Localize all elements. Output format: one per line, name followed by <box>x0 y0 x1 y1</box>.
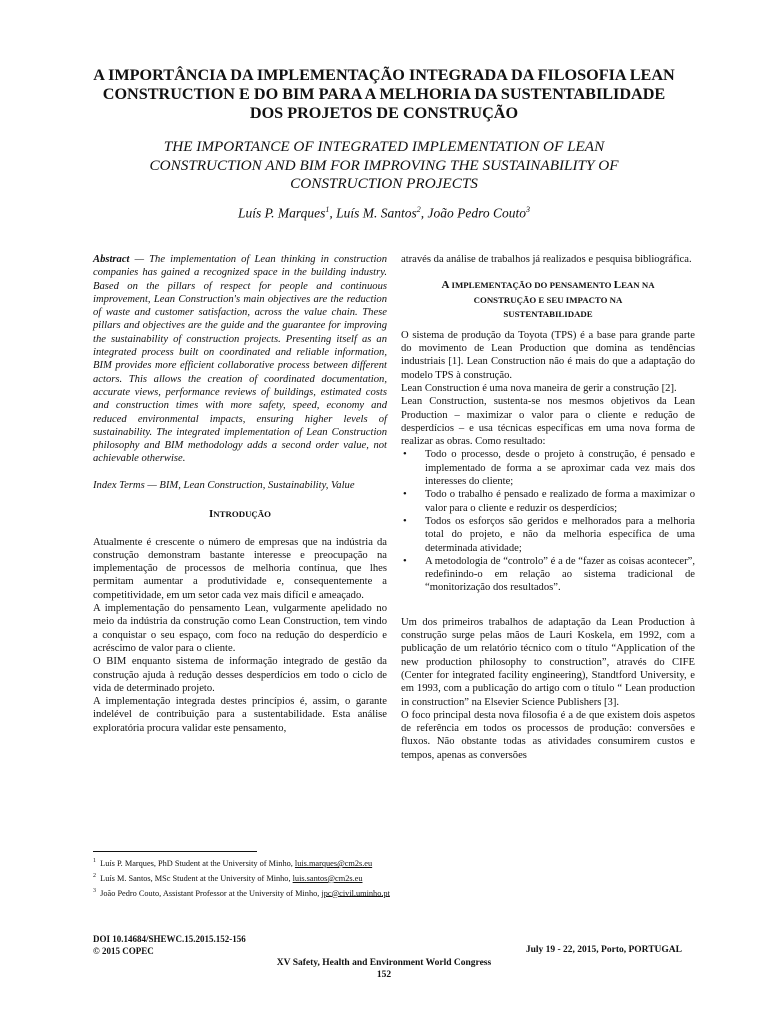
author-name: Luís M. Santos <box>336 205 417 221</box>
intro-paragraph: A implementação do pensamento Lean, vulgarmente apelidado no meio da indústria da construção como Lean Construction, tem vindo a conquistar o seu espaço, com foco na redução do desperdício e acréscimo de valor para o cliente. <box>93 603 387 654</box>
abstract-label: Abstract <box>93 254 130 265</box>
title-en-line: CONSTRUCTION AND BIM FOR IMPROVING THE SUSTAINABILITY OF <box>149 156 619 174</box>
list-item: • Todo o processo, desde o projeto à construção, é pensado e implementado de forma a se aproximar cada vez mais dos interesses do cliente; <box>401 448 695 488</box>
list-item: • A metodologia de “controlo” é a de “fazer as coisas acontecer”, redefinindo-o em relação ao sistema tradicional de “monitorização dos resultados”. <box>401 555 695 595</box>
paper-title-english <box>60 138 708 194</box>
list-item: • Todos os esforços são geridos e melhorados para a melhoria total do projeto, e não da melhoria específica de uma determinada atividade; <box>401 515 695 555</box>
title-line: DOS PROJETOS DE CONSTRUÇÃO <box>249 104 519 122</box>
section-paragraph: O sistema de produção da Toyota (TPS) é a base para grande parte do movimento de Lean Production que domina as tendências industriais [1]. Lean Construction não é mais do que a adaptação do modelo TPS à construção. <box>401 329 695 381</box>
list-item: • Todo o trabalho é pensado e realizado de forma a maximizar o valor para o cliente e reduzir os desperdícios; <box>401 488 695 515</box>
paper-title <box>60 66 708 123</box>
email-link[interactable]: luis.marques@cm2s.eu <box>294 858 373 868</box>
footer-doi-block <box>93 933 246 957</box>
footnote: $^3$ João Pedro Couto, Assistant Professor at the University of Minho, jpc@civil.uminho.pt <box>93 887 390 898</box>
copyright: © 2015 COPEC <box>93 946 154 956</box>
author-mark: 1 <box>325 205 330 214</box>
page-number: 152 <box>376 970 392 980</box>
footnote: $^1$ Luís P. Marques, PhD Student at the University of Minho, luis.marques@cm2s.eu <box>93 858 373 868</box>
author-list: Luís P. Marques$^1$, Luís M. Santos$^2$, João Pedro Couto$^3$ <box>237 205 531 221</box>
intro-heading: INTRODUÇÃO <box>209 508 271 521</box>
index-terms-text: — BIM, Lean Construction, Sustainability, Value <box>147 479 355 491</box>
author-mark: 2 <box>416 205 421 214</box>
result-list <box>401 448 695 594</box>
intro-paragraph: Atualmente é crescente o número de empresas que na indústria da construção demonstram bastante interesse e preocupação na implementação de processos de melhoria contínua, que lhes permitam aumentar a produtividade e, consequentemente a competitividade, em um setor cada vez mais difícil e ameaçado. <box>93 536 387 601</box>
title-line: A IMPORTÂNCIA DA IMPLEMENTAÇÃO INTEGRADA DA FILOSOFIA LEAN <box>93 66 675 84</box>
abstract <box>93 253 387 466</box>
author-name: João Pedro Couto <box>427 205 527 221</box>
intro-paragraph: A implementação integrada destes princípios é, assim, o garante indelével de contribuição para a sustentabilidade. Esta análise exploratória procura validar este pensamento, <box>93 696 387 734</box>
email-link[interactable]: jpc@civil.uminho.pt <box>321 888 390 898</box>
section-paragraph: Lean Construction, sustenta-se nos mesmos objetivos da Lean Production – maximizar o valor para o cliente e redução de desperdícios – e usa técnicas específicas em uma nova forma de realizar as obras. Como resultado: <box>401 396 695 448</box>
left-column <box>93 253 387 735</box>
author-mark: 3 <box>526 205 531 214</box>
footer-date-place: July 19 - 22, 2015, Porto, PORTUGAL <box>525 945 682 955</box>
title-en-line: CONSTRUCTION PROJECTS <box>290 175 478 192</box>
footnotes <box>93 855 390 899</box>
right-column <box>401 253 695 762</box>
title-line: CONSTRUCTION E DO BIM PARA A MELHORIA DA SUSTENTABILIDADE <box>102 85 666 103</box>
intro-paragraph: O BIM enquanto sistema de informação integrado de gestão da construção ajuda à redução desses desperdícios em todo o ciclo de vida de determinado projeto. <box>93 656 387 694</box>
index-terms <box>93 479 387 492</box>
doi: DOI 10.14684/SHEWC.15.2015.152-156 <box>93 934 246 944</box>
index-terms-label: Index Terms <box>93 479 145 491</box>
abstract-text: — The implementation of Lean thinking in construction companies has gained a recognized space in the building industry. Based on the pillars of respect for people and continuous improvement, Lean Construction's main objectives are the reduction of waste and customer satisfaction, across the value chain. These pillars and objectives are the guide and the guarantee for improving the sustainability of construction projects. Presenting itself as an integrated process built on coordinated and reliable information, BIM provides more efficient collaborative process between different actors. This allows the creation of coordinated documentation, accurate views, performance reviews of buildings, estimated costs and construction times with more safety, speed, economy and reduced environmental impacts, ensuring higher levels of sustainability. The integrated implementation of Lean Construction philosophy and BIM methodology adds a second order value, not achievable otherwise. <box>93 254 387 465</box>
congress-name: XV Safety, Health and Environment World Congress <box>276 958 492 968</box>
section-paragraph: O foco principal desta nova filosofia é a de que existem dois aspetos de referência em todos os processos de produção: conversões e fluxos. Não obstante todas as atividades consumirem custos e tempos, apenas as conversões <box>401 709 695 761</box>
section-paragraph: Um dos primeiros trabalhos de adaptação da Lean Production à construção surge pelas mãos de Lauri Koskela, em 1992, com a publicação de um relatório técnico com o título “Application of the new production philosophy to construction”, através do CIFE (Center for integrated facility engineering), Standtford University, e em 1993, com a publicação do artigo com o título “ Lean production in construction” na Elsevier Science Publishers [3]. <box>401 616 695 708</box>
section-paragraph: Lean Construction é uma nova maneira de gerir a construção [2]. <box>401 382 677 394</box>
section-heading: A IMPLEMENTAÇÃO DO PENSAMENTO LEAN NA CONSTRUÇÃO E SEU IMPACTO NA SUSTENTABILIDADE <box>441 279 655 320</box>
footnote-divider <box>93 851 257 852</box>
email-link[interactable]: luis.santos@cm2s.eu <box>292 873 363 883</box>
title-en-line: THE IMPORTANCE OF INTEGRATED IMPLEMENTATION OF LEAN <box>163 138 605 155</box>
footnote: $^2$ Luís M. Santos, MSc Student at the University of Minho, luis.santos@cm2s.eu <box>93 872 363 883</box>
intro-continuation: através da análise de trabalhos já realizados e pesquisa bibliográfica. <box>401 254 692 265</box>
footer-congress <box>0 957 768 981</box>
author-name: Luís P. Marques <box>237 205 326 221</box>
